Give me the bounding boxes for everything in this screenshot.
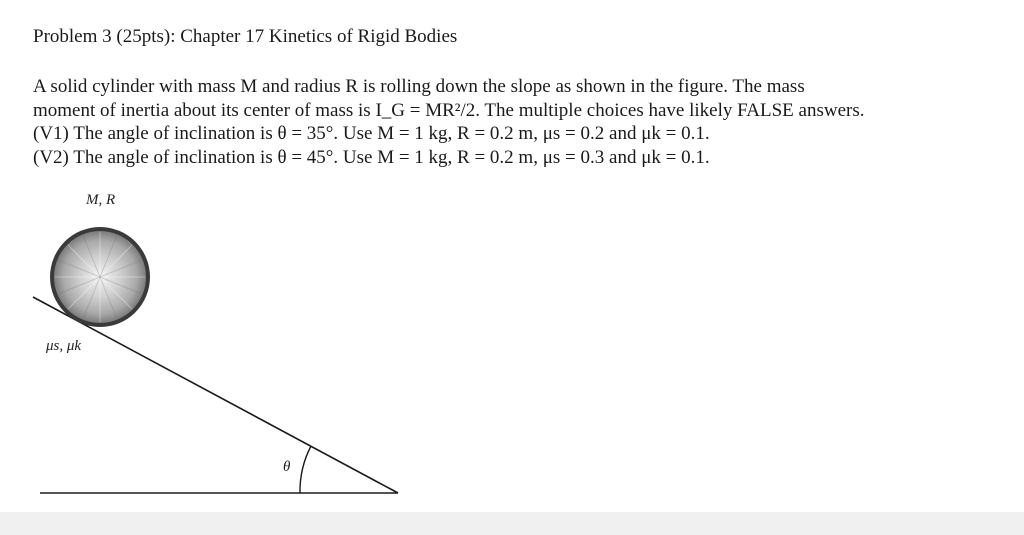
bottom-strip (0, 512, 1024, 535)
cylinder (50, 227, 150, 327)
angle-arc (300, 446, 311, 493)
mass-radius-label: M, R (86, 192, 116, 208)
friction-coefficients-label: μs, μk (46, 338, 82, 354)
statement-line-2: moment of inertia about its center of mass is I_G = MR²/2. The multiple choices have likely FALSE answers. (33, 99, 865, 121)
slope-line (33, 297, 398, 493)
problem-title: Problem 3 (25pts): Chapter 17 Kinetics of Rigid Bodies (33, 26, 458, 47)
problem-statement (33, 75, 973, 169)
angle-theta-label: θ (283, 459, 291, 475)
statement-line-1: A solid cylinder with mass M and radius R is rolling down the slope as shown in the figure. The mass (33, 76, 805, 97)
variant-v1-line: (V1) The angle of inclination is θ = 35°. Use M = 1 kg, R = 0.2 m, μs = 0.2 and μk = 0.1. (33, 123, 710, 144)
variant-v2-line: (V2) The angle of inclination is θ = 45°. Use M = 1 kg, R = 0.2 m, μs = 0.3 and μk = 0.1. (33, 146, 710, 168)
incline-figure (0, 180, 420, 510)
